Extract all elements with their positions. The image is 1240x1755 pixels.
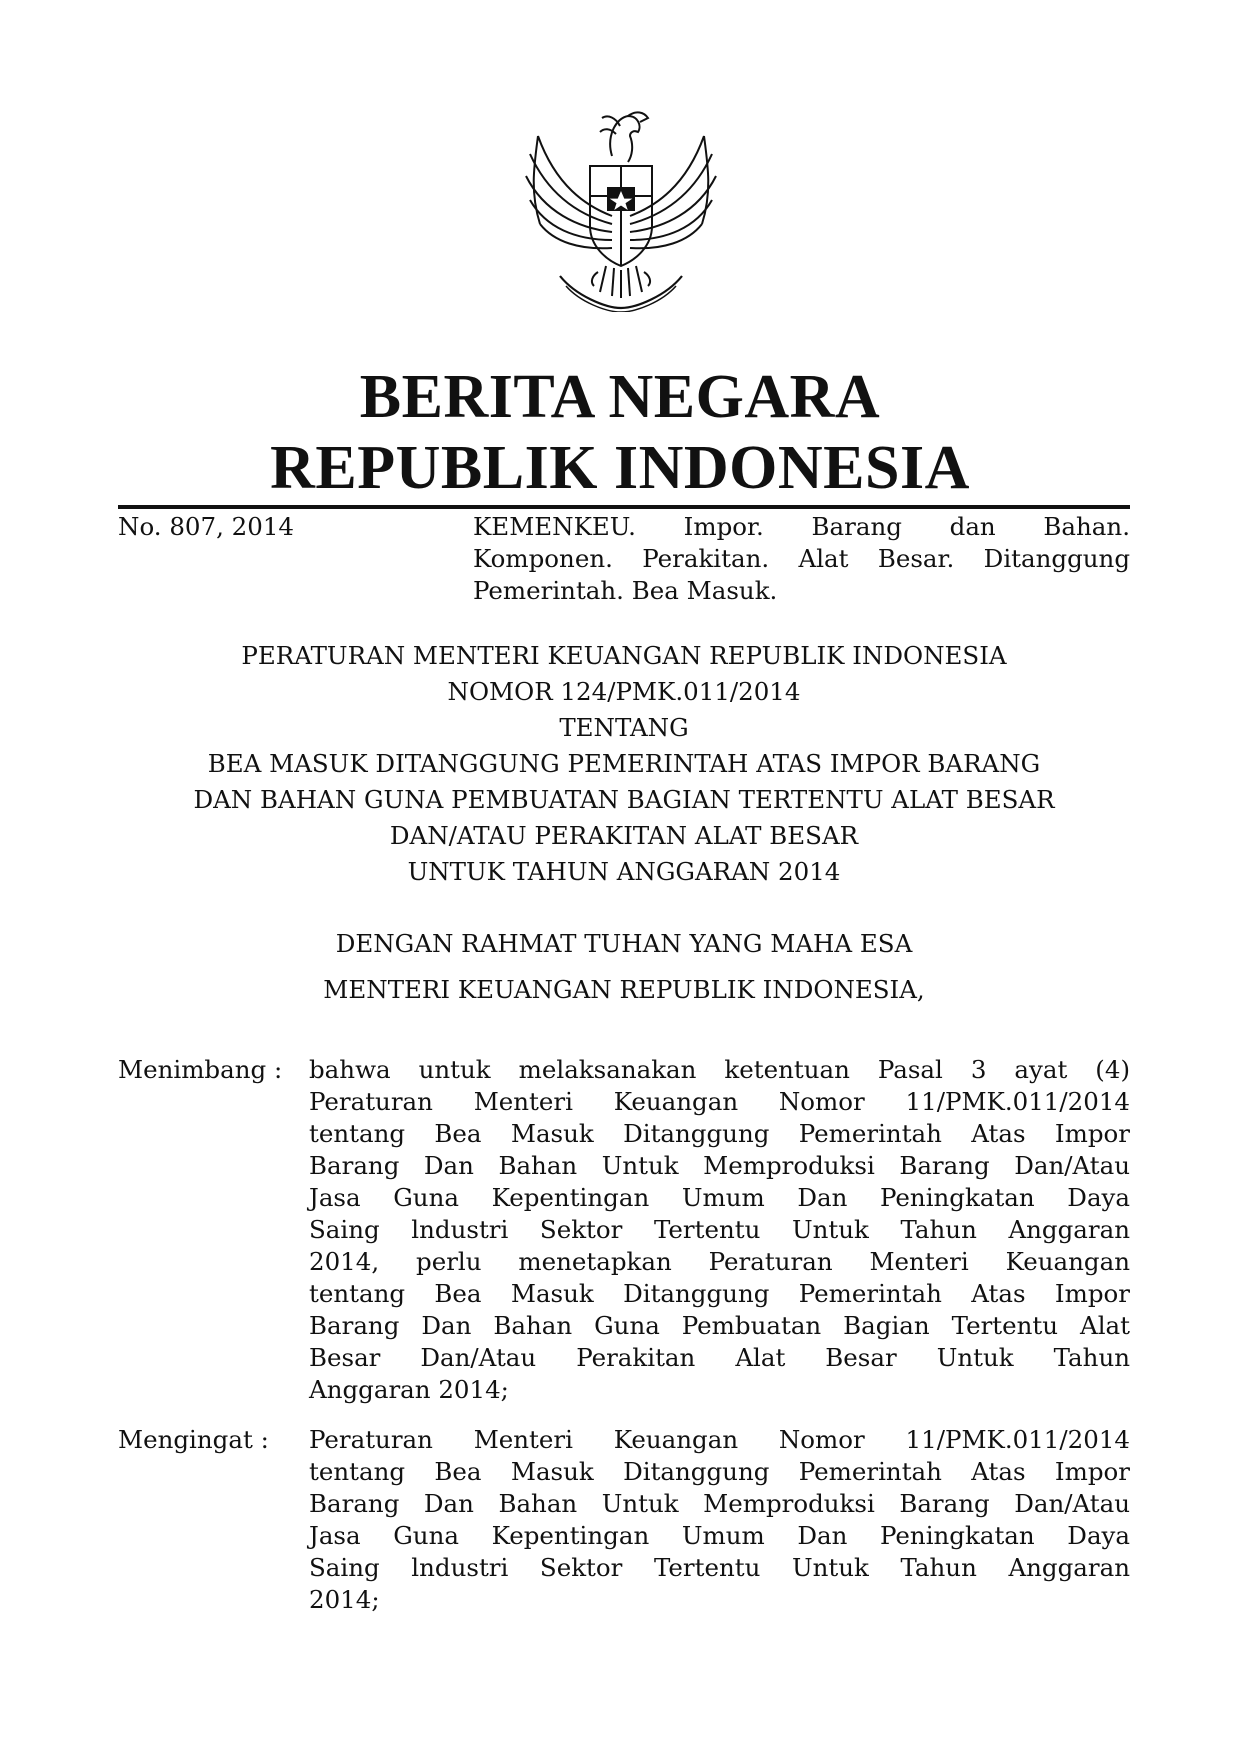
- garuda-emblem-icon: [516, 96, 726, 312]
- mengingat-line: Jasa Guna Kepentingan Umum Dan Peningkatan Daya: [309, 1521, 1130, 1550]
- mengingat-line: Barang Dan Bahan Untuk Memproduksi Barang Dan/Atau: [309, 1489, 1130, 1518]
- regulation-subject-line: DAN BAHAN GUNA PEMBUATAN BAGIAN TERTENTU ALAT BESAR: [193, 785, 1055, 814]
- mengingat-line: Peraturan Menteri Keuangan Nomor 11/PMK.011/2014: [309, 1425, 1130, 1454]
- menimbang-line: Barang Dan Bahan Untuk Memproduksi Barang Dan/Atau: [309, 1151, 1130, 1180]
- mengingat-line: Saing lndustri Sektor Tertentu Untuk Tahun Anggaran: [309, 1553, 1130, 1582]
- subject-line: Komponen. Perakitan. Alat Besar. Ditanggung: [473, 544, 1130, 573]
- menimbang-line: Barang Dan Bahan Guna Pembuatan Bagian Tertentu Alat: [309, 1311, 1130, 1340]
- menimbang-line: Anggaran 2014;: [309, 1375, 509, 1404]
- menimbang-line: tentang Bea Masuk Ditanggung Pemerintah Atas Impor: [309, 1279, 1130, 1308]
- regulation-subject-line: DAN/ATAU PERAKITAN ALAT BESAR: [389, 821, 859, 850]
- garuda-emblem: [516, 96, 726, 312]
- regulation-subject-line: BEA MASUK DITANGGUNG PEMERINTAH ATAS IMPOR BARANG: [207, 749, 1041, 778]
- menimbang-line: Besar Dan/Atau Perakitan Alat Besar Untuk Tahun: [309, 1343, 1130, 1372]
- menimbang-line: 2014, perlu menetapkan Peraturan Menteri Keuangan: [309, 1247, 1130, 1276]
- mengingat-line: tentang Bea Masuk Ditanggung Pemerintah Atas Impor: [309, 1457, 1130, 1486]
- regulation-heading: [118, 638, 1130, 890]
- menimbang-line: Peraturan Menteri Keuangan Nomor 11/PMK.011/2014: [309, 1087, 1130, 1116]
- regulation-number: NOMOR 124/PMK.011/2014: [447, 677, 801, 706]
- gazette-number: No. 807, 2014: [118, 512, 295, 541]
- mengingat-line: 2014;: [309, 1585, 380, 1614]
- title-divider: [118, 505, 1130, 509]
- regulation-tentang: TENTANG: [559, 713, 689, 742]
- preamble-line1: DENGAN RAHMAT TUHAN YANG MAHA ESA: [335, 929, 913, 958]
- subject-line: KEMENKEU. Impor. Barang dan Bahan.: [473, 512, 1130, 541]
- menimbang-line: Saing lndustri Sektor Tertentu Untuk Tahun Anggaran: [309, 1215, 1130, 1244]
- gazette-title-line2: REPUBLIK INDONESIA: [270, 434, 970, 502]
- regulation-heading-line: PERATURAN MENTERI KEUANGAN REPUBLIK INDONESIA: [241, 641, 1007, 670]
- gazette-subject: [473, 511, 1130, 607]
- menimbang-line: bahwa untuk melaksanakan ketentuan Pasal 3 ayat (4): [309, 1055, 1130, 1084]
- mengingat-label: Mengingat :: [118, 1425, 269, 1454]
- regulation-subject-line: UNTUK TAHUN ANGGARAN 2014: [407, 857, 841, 886]
- menimbang-line: Jasa Guna Kepentingan Umum Dan Peningkatan Daya: [309, 1183, 1130, 1212]
- mengingat-body: [309, 1424, 1130, 1616]
- gazette-title-line1: BERITA NEGARA: [359, 363, 881, 431]
- subject-line: Pemerintah. Bea Masuk.: [473, 576, 778, 605]
- menimbang-body: [309, 1054, 1130, 1406]
- menimbang-label: Menimbang :: [118, 1055, 283, 1084]
- menimbang-line: tentang Bea Masuk Ditanggung Pemerintah Atas Impor: [309, 1119, 1130, 1148]
- preamble-line2: MENTERI KEUANGAN REPUBLIK INDONESIA,: [323, 975, 925, 1004]
